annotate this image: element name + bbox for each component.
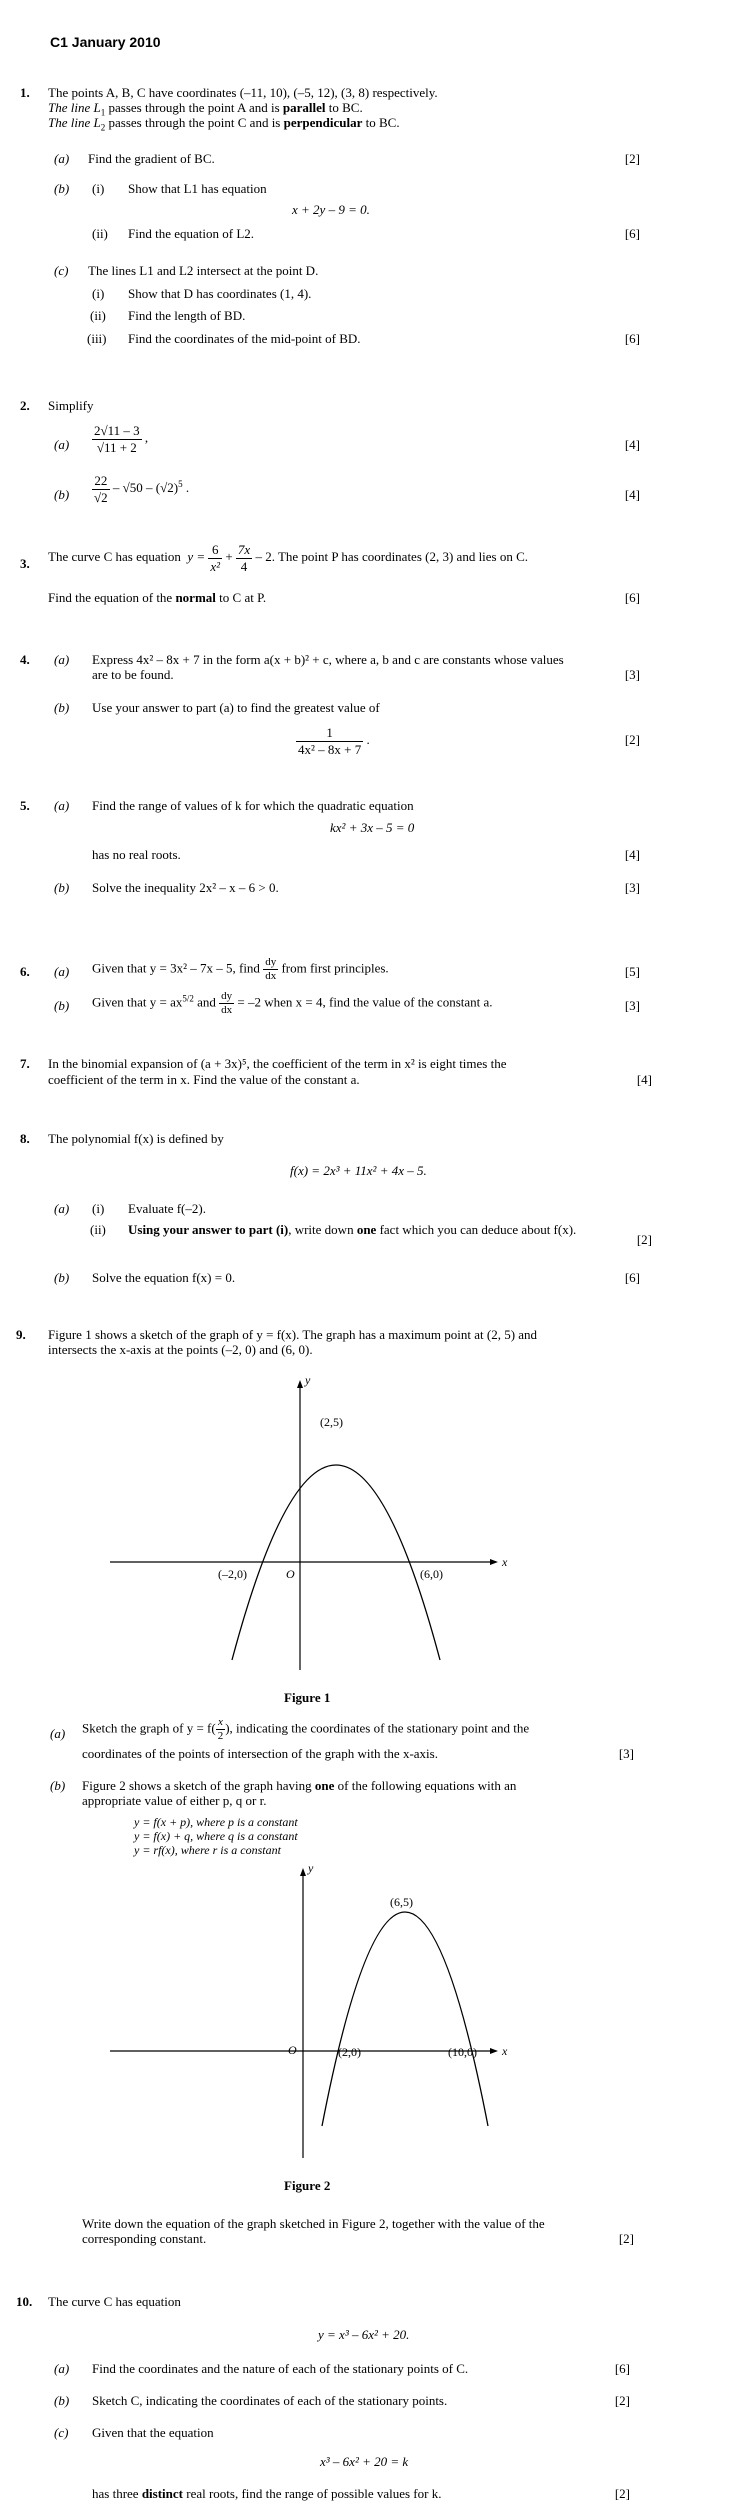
q1c-label: (c) [54,263,69,278]
q2a-expression: $\frac{2√11 - 3}{√11 + 2}$ , [94,423,149,455]
q7-text1: In the binomial expansion of (a + 3x)⁵, the coefficient of the term in x² is eight times the [48,1056,507,1071]
q2b-rest: – √50 – (√2) [112,480,179,496]
fig2-left-label: (2,0) [338,2045,361,2059]
q4b-marks: [2] [624,732,640,747]
q10b-marks: [2] [614,2393,630,2408]
q1bi-label: (i) [92,181,105,196]
q5-number: 5. [20,798,30,813]
q3-marks: [6] [624,590,640,605]
q4b-denominator: 4x² – 8x + 7 [298,741,362,757]
q8b-label: (b) [54,1270,70,1285]
q8aii-text: Using your answer to part (i), write down one fact which you can deduce about f(x). [128,1222,577,1237]
q8ai-label: (i) [92,1201,105,1216]
q4a-text: Express 4x² – 8x + 7 in the form a(x + b)² + c, where a, b and c are constants whose values [92,652,564,667]
q9b-text4: corresponding constant. [82,2231,207,2246]
q1ci-label: (i) [92,286,105,301]
fig2-curve [322,1912,488,2126]
q9-intro1: Figure 1 shows a sketch of the graph of y = f(x). The graph has a maximum point at (2, 5) and [48,1327,538,1342]
fig1-max-label: (2,5) [320,1415,343,1429]
q1bi-text: Show that L1 has equation [128,181,267,196]
q8b-marks: [6] [624,1270,640,1285]
q9a-text: Sketch the graph of y = f( $\frac{x}{2}$ ), indicating the coordinates of the stationary point and the [82,1716,530,1743]
q9b-marks: [2] [618,2231,634,2246]
fig2-right-label: (10,0) [448,2045,477,2059]
page-title: C1 January 2010 [50,34,161,50]
q6a-marks: [5] [624,964,640,979]
q2-number: 2. [20,398,30,413]
q2a-marks: [4] [624,437,640,452]
q1b-label: (b) [54,181,70,196]
q4-number: 4. [20,652,30,667]
fig1-y-arrow [297,1380,303,1388]
fig1-x-label: x [502,1555,508,1569]
q1b-marks: [6] [624,226,640,241]
q9b-text2: appropriate value of either p, q or r. [82,1793,267,1808]
q1a-marks: [2] [624,151,640,166]
q2b-label: (b) [54,487,70,502]
q4b-fraction: $\frac{1}{\text{4x² – 8x + 7}}$ . [298,725,370,757]
q8a-marks: [2] [636,1232,652,1247]
q1bii-text: Find the equation of L2. [128,226,255,241]
q10c-text: Given that the equation [92,2425,214,2440]
q2a-denominator: √11 + 2 [96,439,137,455]
q1ci-text: Show that D has coordinates (1, 4). [128,286,312,301]
q10-number: 10. [16,2294,33,2309]
q4a-text2: are to be found. [92,667,174,682]
fig1-left-label: (–2,0) [218,1567,247,1581]
q10c-equation: x³ – 6x² + 20 = k [320,2454,409,2469]
q4b-text: Use your answer to part (a) to find the greatest value of [92,700,380,715]
q1a-label: (a) [54,151,70,166]
q8-number: 8. [20,1131,30,1146]
q9a-text3: coordinates of the points of intersection of the graph with the x-axis. [82,1746,438,1761]
q4a-label: (a) [54,652,70,667]
fig1-right-label: (6,0) [420,1567,443,1581]
q8aii-label: (ii) [90,1222,106,1237]
figure-1-graph [100,1370,520,1680]
q9b-option-3: y = rf(x), where r is a constant [134,1843,281,1857]
q1cii-label: (ii) [90,308,106,323]
q5b-text: Solve the inequality 2x² – x – 6 > 0. [92,880,279,895]
q9b-text1: Figure 2 shows a sketch of the graph having one of the following equations with an [82,1778,517,1793]
q10-equation: y = x³ – 6x² + 20. [318,2327,410,2342]
q1ciii-text: Find the coordinates of the mid-point of BD. [128,331,361,346]
q6a-label: (a) [54,964,70,979]
q1bii-label: (ii) [92,226,108,241]
fig1-x-arrow [490,1559,498,1565]
fig2-y-arrow [300,1868,306,1876]
q4b-numerator: 1 [296,725,363,742]
fig2-origin-label: O [288,2043,297,2057]
fig2-max-label: (6,5) [390,1895,413,1909]
q7-number: 7. [20,1056,30,1071]
q5a-text: Find the range of values of k for which the quadratic equation [92,798,414,813]
q8-intro: The polynomial f(x) is defined by [48,1131,224,1146]
q4b-label: (b) [54,700,70,715]
fig1-origin-label: O [286,1567,295,1581]
q1c-marks: [6] [624,331,640,346]
q6b-marks: [3] [624,998,640,1013]
q9a-marks: [3] [618,1746,634,1761]
q10b-label: (b) [54,2393,70,2408]
fig2-x-arrow [490,2048,498,2054]
q9-number: 9. [16,1327,26,1342]
q6b-text: Given that $y = ax^{5/2}$ and $\frac{dy}{dx}$ = –2 when x = 4, find the value of the constant a. [92,990,493,1017]
q3-line1: The curve C has equation y = $\frac{6}{\text{x²}}$ + $\frac{7x}{4}$ – 2. The point P has coordinates (2, 3) and lies on C. [48,542,529,574]
q4a-marks: [3] [624,667,640,682]
figure-1-caption: Figure 1 [284,1690,331,1705]
q1-intro-line1: The points A, B, C have coordinates (–11, 10), (–5, 12), (3, 8) respectively. [48,85,438,100]
q8b-text: Solve the equation f(x) = 0. [92,1270,236,1285]
q6-number: 6. [20,964,30,979]
q2-intro: Simplify [48,398,94,413]
q1a-text: Find the gradient of BC. [88,151,215,166]
q9b-text3: Write down the equation of the graph sketched in Figure 2, together with the value of the [82,2216,545,2231]
q9b-option-1: y = f(x + p), where p is a constant [134,1815,298,1829]
q7-text2: coefficient of the term in x. Find the value of the constant a. [48,1072,360,1087]
q6b-label: (b) [54,998,70,1013]
q1b-equation: x + 2y – 9 = 0. [292,202,370,217]
q9a-label: (a) [50,1726,66,1741]
q10a-text: Find the coordinates and the nature of each of the stationary points of C. [92,2361,469,2376]
q10a-marks: [6] [614,2361,630,2376]
q5a-equation: kx² + 3x – 5 = 0 [330,820,415,835]
q5b-label: (b) [54,880,70,895]
q8ai-text: Evaluate f(–2). [128,1201,206,1216]
q5b-marks: [3] [624,880,640,895]
q1-intro-line2: The line $L_1$ passes through the point A and is parallel to BC. [48,100,363,118]
q1ciii-label: (iii) [87,331,107,346]
q5a-label: (a) [54,798,70,813]
q2a-label: (a) [54,437,70,452]
q3-line2: Find the equation of the normal to C at P. [48,590,267,605]
q5a-marks: [4] [624,847,640,862]
q6a-text: Given that y = 3x² – 7x – 5, find $\frac{dy}{dx}$ from first principles. [92,956,389,983]
q9b-label: (b) [50,1778,66,1793]
fig1-y-label: y [305,1373,311,1387]
q10c-marks: [2] [614,2486,630,2501]
q7-marks: [4] [636,1072,652,1087]
q2b-marks: [4] [624,487,640,502]
q1-intro-line3: The line $L_2$ passes through the point C and is perpendicular to BC. [48,115,400,133]
q2b-expression: $\frac{22}{√2}$ – $√50 - (√2)^5$ . [94,473,190,505]
q8a-label: (a) [54,1201,70,1216]
q1-number: 1. [20,85,30,100]
q2b-numerator: 22 [92,473,110,490]
q10a-label: (a) [54,2361,70,2376]
q9-intro2: intersects the x-axis at the points (–2, 0) and (6, 0). [48,1342,313,1357]
fig2-x-label: x [502,2044,508,2058]
figure-2-graph [100,1858,520,2168]
q9b-option-2: y = f(x) + q, where q is a constant [134,1829,298,1843]
q2a-numerator: 2√11 – 3 [94,423,140,438]
q8-equation: f(x) = 2x³ + 11x² + 4x – 5. [290,1163,427,1178]
q2b-denominator: √2 [94,489,108,505]
q10-intro: The curve C has equation [48,2294,181,2309]
q10c-label: (c) [54,2425,69,2440]
q10c-text2: has three distinct real roots, find the range of possible values for k. [92,2486,442,2501]
fig2-y-label: y [308,1861,314,1875]
q1cii-text: Find the length of BD. [128,308,246,323]
figure-2-caption: Figure 2 [284,2178,331,2193]
q2b-exponent: 5 [178,478,183,489]
q5a-text2: has no real roots. [92,847,181,862]
q3-number: 3. [20,556,30,571]
q10b-text: Sketch C, indicating the coordinates of each of the stationary points. [92,2393,448,2408]
q1c-text: The lines L1 and L2 intersect at the point D. [88,263,319,278]
